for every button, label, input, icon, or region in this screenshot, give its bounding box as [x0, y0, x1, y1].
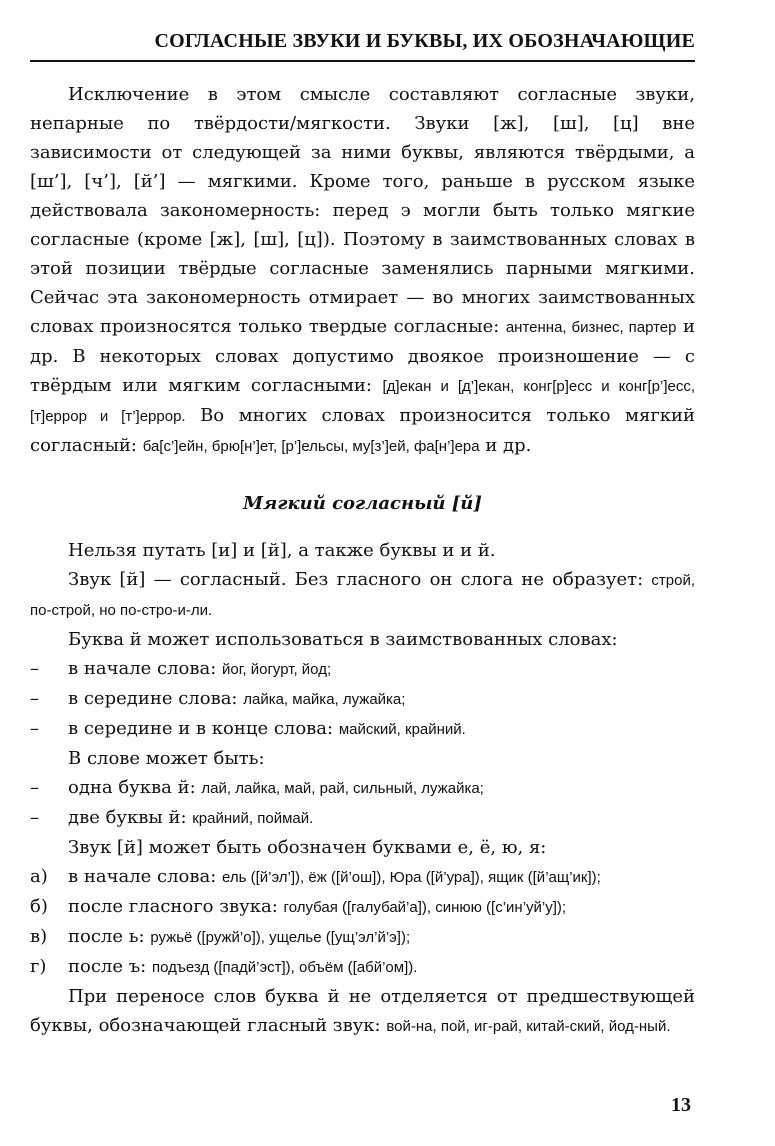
list-item	[30, 862, 695, 892]
list-item	[30, 892, 695, 922]
paragraph-text: Исключение в этом смысле составляют согласные звуки, непарные по твёрдости/мягкости. Звуки [ж], [ш], [ц] вне зависимости от следующей за ними буквы, являются твёрдыми, а [ш’], [ч’], [й’] — мягкими. Кроме того, раньше в русском языке действовала закономерность: перед э могли быть только мягкие согласные (кроме [ж], [ш], [ц]). Поэтому в заимствованных словах в этой позиции твёрдые согласные заменялись парными мягкими. Сейчас эта закономерность отмирает — во многих заимствованных словах произносятся только твердые согласные:	[30, 84, 695, 337]
page-number: 13	[671, 1094, 691, 1116]
list-item	[30, 684, 695, 714]
header-rule	[30, 60, 695, 62]
page-body	[30, 80, 695, 1041]
example-words: майский, крайний.	[338, 721, 466, 738]
paragraph-sound-y	[30, 565, 695, 625]
paragraph-text: и др.	[479, 435, 532, 456]
example-words: голубая ([галубай’а]), синюю ([с’ин’уй’у]);	[283, 899, 567, 916]
list-marker: а)	[30, 866, 48, 887]
example-words: йог, йогурт, йод;	[222, 661, 332, 678]
item-text: в середине слова:	[68, 688, 244, 709]
list-marker: –	[30, 777, 39, 798]
list-marker: –	[30, 718, 39, 739]
item-text: в начале слова:	[68, 658, 223, 679]
list-letters	[30, 862, 695, 982]
example-words: лайка, майка, лужайка;	[243, 691, 406, 708]
example-words: ружьё ([ружй’о]), ущелье ([ущ’эл’й’э]);	[150, 929, 411, 946]
item-text: после ъ:	[68, 956, 152, 977]
list-marker: г)	[30, 956, 47, 977]
item-text: после ь:	[68, 926, 151, 947]
list-item	[30, 922, 695, 952]
paragraph-distinguish: Нельзя путать [и] и [й], а также буквы и и й.	[68, 540, 496, 561]
list-marker: б)	[30, 896, 48, 917]
paragraph-letters: Звук [й] может быть обозначен буквами е, ё, ю, я:	[68, 837, 547, 858]
example-words: крайний, поймай.	[192, 810, 314, 827]
running-header: СОГЛАСНЫЕ ЗВУКИ И БУКВЫ, ИХ ОБОЗНАЧАЮЩИЕ	[154, 30, 695, 52]
list-marker: в)	[30, 926, 48, 947]
example-words: строй, по-строй, но по-стро-и-ли.	[30, 572, 695, 619]
list-item	[30, 952, 695, 982]
list-positions	[30, 654, 695, 744]
item-text: две буквы й:	[68, 807, 193, 828]
list-marker: –	[30, 658, 39, 679]
paragraph-text: При переносе слов буква й не отделяется от предшествующей буквы, обозначающей гласный звук:	[30, 986, 695, 1036]
example-words: [д]екан и [д’]екан, конг[р]есс и конг[р’]есс, [т]еррор и [т’]еррор.	[30, 378, 696, 425]
item-text: одна буква й:	[68, 777, 202, 798]
example-words: ель ([й’эл’]), ёж ([й’ош]), Юра ([й’ура]), ящик ([й’ащ’ик]);	[222, 869, 601, 886]
item-text: в середине и в конце слова:	[68, 718, 339, 739]
list-item	[30, 773, 695, 803]
list-item	[30, 714, 695, 744]
section-subtitle: Мягкий согласный [й]	[243, 493, 482, 514]
example-words: вой-на, пой, иг-рай, китай-ский, йод-ный.	[386, 1018, 671, 1035]
paragraph-hyphenation	[30, 982, 695, 1041]
example-words: ба[с’]ейн, брю[н’]ет, [р’]ельсы, му[з’]ей, фа[н’]ера	[142, 438, 480, 455]
list-marker: –	[30, 688, 39, 709]
paragraph-count: В слове может быть:	[68, 748, 265, 769]
paragraph-exceptions	[30, 80, 695, 461]
list-item	[30, 803, 695, 833]
item-text: в начале слова:	[68, 866, 223, 887]
example-words: лай, лайка, май, рай, сильный, лужайка;	[201, 780, 484, 797]
list-marker: –	[30, 807, 39, 828]
item-text: после гласного звука:	[68, 896, 284, 917]
example-words: антенна, бизнес, партер	[505, 319, 677, 336]
example-words: подъезд ([падй’эст]), объём ([абй’ом]).	[151, 959, 418, 976]
paragraph-text: Звук [й] — согласный. Без гласного он слога не образует:	[68, 569, 652, 590]
paragraph-text: и др. В некоторых словах допустимо двоякое произношение — с твёрдым или мягким согласными:	[30, 316, 696, 396]
paragraph-text: Во многих словах произносится только мягкий согласный:	[30, 405, 696, 456]
list-count	[30, 773, 695, 833]
list-item	[30, 654, 695, 684]
paragraph-borrowed: Буква й может использоваться в заимствованных словах:	[68, 629, 618, 650]
